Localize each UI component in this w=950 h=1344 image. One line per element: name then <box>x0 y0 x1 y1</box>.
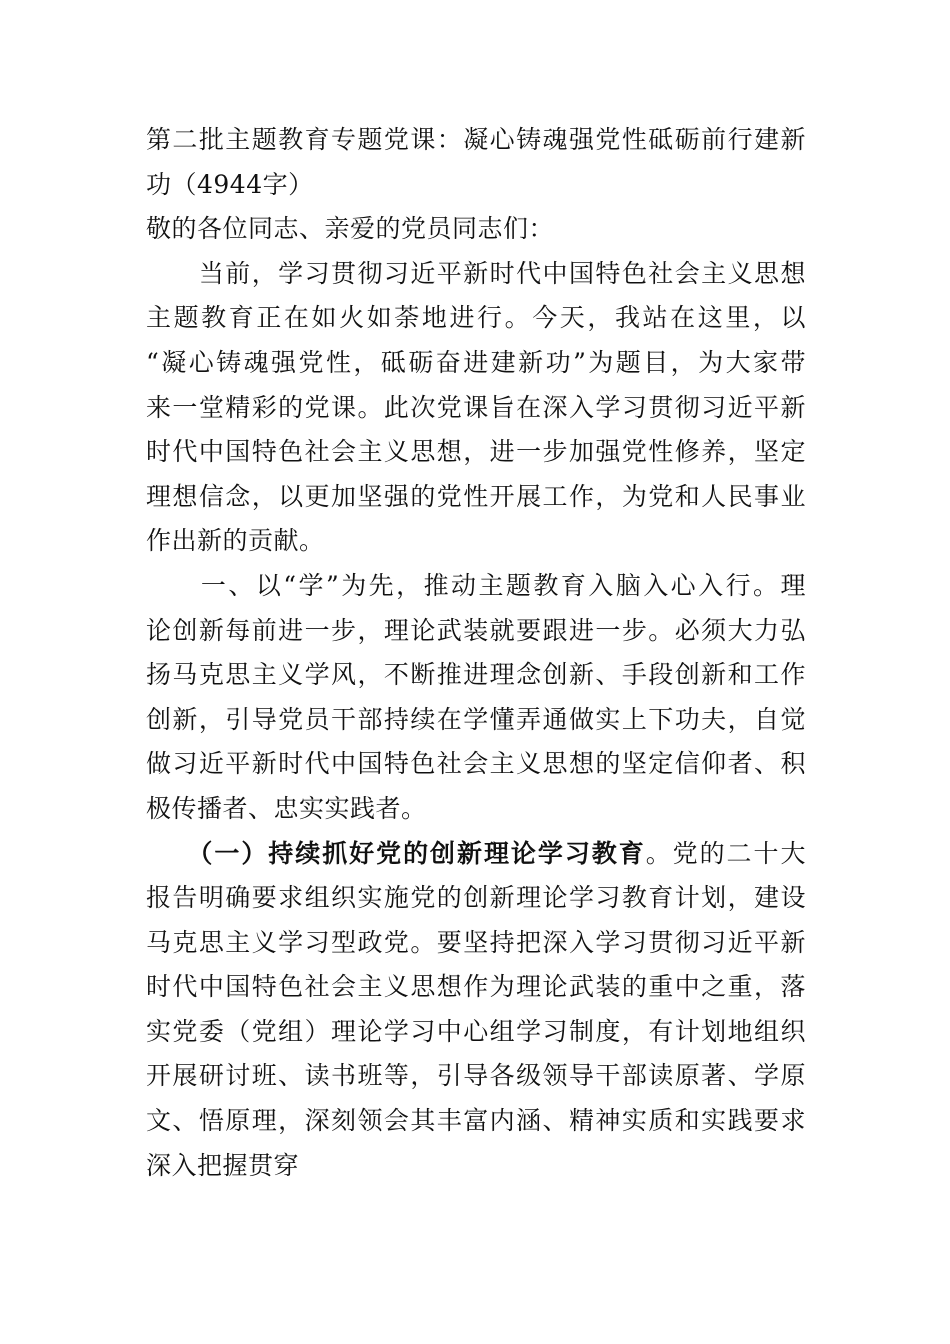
title-line-2: 功（4944字） <box>146 169 314 199</box>
paragraph-line: 理想信念，以更加坚强的党性开展工作，为党和人民事业 <box>146 481 806 511</box>
paragraph-line: 极传播者、忠实实践者。 <box>146 793 427 823</box>
paragraph-subsection-one <box>146 832 806 1189</box>
paragraph-line: 开展研讨班、读书班等，引导各级领导干部读原著、学原 <box>146 1061 806 1091</box>
paragraph-line: 作出新的贡献。 <box>146 526 325 556</box>
paragraph-line: 文、悟原理，深刻领会其丰富内涵、精神实质和实践要求 <box>146 1106 806 1136</box>
paragraph-section-one <box>146 564 806 832</box>
salutation: 敬的各位同志、亲爱的党员同志们： <box>146 214 555 244</box>
paragraph-line: 创新，引导党员干部持续在学懂弄通做实上下功夫，自觉 <box>146 704 806 734</box>
paragraph-line: 来一堂精彩的党课。此次党课旨在深入学习贯彻习近平新 <box>146 392 806 422</box>
paragraph-line-with-heading <box>146 832 806 877</box>
paragraph-line: 论创新每前进一步，理论武装就要跟进一步。必须大力弘 <box>146 615 806 645</box>
document-page <box>146 118 806 1188</box>
paragraph-line: 扬马克思主义学风，不断推进理念创新、手段创新和工作 <box>146 660 806 690</box>
paragraph-line: 时代中国特色社会主义思想，进一步加强党性修养，坚定 <box>146 437 806 467</box>
paragraph-line: 做习近平新时代中国特色社会主义思想的坚定信仰者、积 <box>146 749 806 779</box>
title-line-1: 第二批主题教育专题党课：凝心铸魂强党性砥砺前行建新 <box>146 125 806 154</box>
paragraph-intro <box>146 252 806 564</box>
paragraph-line: 当前，学习贯彻习近平新时代中国特色社会主义思想 <box>146 258 806 288</box>
paragraph-line: 时代中国特色社会主义思想作为理论武装的重中之重，落 <box>146 972 806 1002</box>
paragraph-line: 一、以“学”为先，推动主题教育入脑入心入行。理 <box>146 570 806 600</box>
paragraph-line: 主题教育正在如火如荼地进行。今天，我站在这里，以 <box>146 303 806 333</box>
paragraph-line: “凝心铸魂强党性，砥砺奋进建新功”为题目，为大家带 <box>146 347 806 377</box>
paragraph-line: 深入把握贯穿 <box>146 1150 300 1180</box>
document-title <box>146 118 806 207</box>
subsection-heading: （一）持续抓好党的创新理论学习教育 <box>146 838 646 868</box>
paragraph-line: 马克思主义学习型政党。要坚持把深入学习贯彻习近平新 <box>146 927 806 957</box>
paragraph-line: 实党委（党组）理论学习中心组学习制度，有计划地组织 <box>146 1016 806 1046</box>
subsection-heading-rest: 。党的二十大 <box>645 838 806 868</box>
paragraph-line: 报告明确要求组织实施党的创新理论学习教育计划，建设 <box>146 883 806 913</box>
